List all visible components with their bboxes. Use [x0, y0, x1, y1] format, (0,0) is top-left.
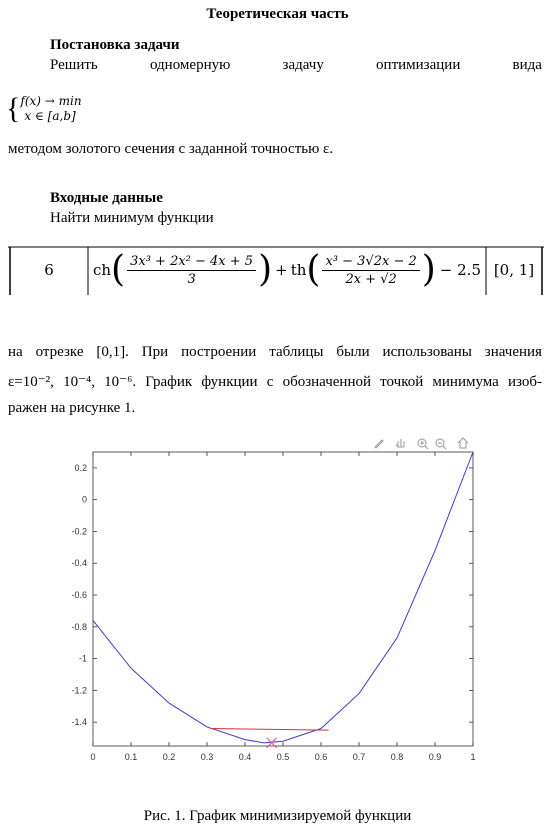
x-tick-label: 0.7: [352, 752, 366, 762]
input-heading: Входные данные: [50, 190, 163, 206]
y-tick-label: -0.8: [71, 621, 87, 632]
zoom-out-icon[interactable]: [436, 439, 446, 449]
system-line-1: f(x) → min: [20, 94, 82, 108]
plot-area: [93, 452, 473, 746]
chart-figure: [58, 436, 496, 776]
intro-word: Решить: [50, 57, 98, 73]
desc-word: значения: [484, 344, 542, 360]
desc-word: таблицы: [269, 344, 324, 360]
fraction-1: [127, 253, 256, 288]
x-tick-label: 0.2: [162, 752, 176, 762]
paren-open: (: [111, 249, 126, 290]
find-text: Найти минимум функции: [50, 210, 214, 226]
x-tick-label: 0.5: [276, 752, 290, 762]
optimization-system: [6, 94, 82, 124]
desc-word: отрезке: [35, 344, 84, 360]
figure-toolbar: [372, 436, 488, 454]
variant-table: [8, 246, 544, 294]
desc-word: построении: [181, 344, 257, 360]
x-tick-label: 1: [470, 752, 476, 762]
fraction-2-numerator: x³ − 3√2x − 2: [322, 253, 419, 271]
y-tick-label: 0.2: [74, 462, 87, 473]
toolbar-icons: [372, 437, 488, 449]
zoom-in-icon[interactable]: [418, 439, 428, 449]
y-tick-label: -1: [78, 653, 87, 664]
y-tick-label: -0.4: [71, 558, 87, 569]
y-tick-label: -1.4: [71, 717, 87, 728]
brush-icon[interactable]: [375, 440, 383, 448]
x-tick-label: 0.4: [238, 752, 252, 762]
description-line-2: ε=10⁻², 10⁻⁴, 10⁻⁶. График функции с обозначенной точкой минимума изоб-: [8, 374, 542, 390]
method-text: методом золотого сечения с заданной точностью ε.: [8, 141, 334, 157]
desc-word: При: [141, 344, 169, 360]
section-title: Теоретическая часть: [206, 6, 349, 22]
interval-cell: [0, 1]: [493, 261, 535, 279]
desc-word: использованы: [382, 344, 472, 360]
plus-sign: +: [275, 261, 288, 279]
fraction-1-denominator: 3: [187, 271, 196, 287]
fraction-1-numerator: 3x³ + 2x² − 4x + 5: [127, 253, 256, 271]
fraction-2: [322, 253, 419, 288]
x-tick-label: 0.6: [314, 752, 328, 762]
x-tick-label: 0.1: [124, 752, 138, 762]
desc-word: были: [336, 344, 370, 360]
x-tick-label: 0: [90, 752, 96, 762]
y-tick-label: 0: [81, 494, 87, 505]
function-cell: [88, 246, 486, 294]
paren-close: ): [258, 249, 273, 290]
figure-caption: Рис. 1. График минимизируемой функции: [143, 808, 412, 824]
y-tick-label: -1.2: [71, 685, 87, 696]
home-icon[interactable]: [458, 438, 468, 448]
variant-cell: 6: [44, 261, 54, 279]
intro-word: задачу: [282, 57, 324, 73]
desc-word: на: [8, 344, 23, 360]
th-label: th: [290, 261, 307, 279]
desc-word: [0,1].: [96, 344, 129, 360]
description-line-3: ражен на рисунке 1.: [8, 400, 136, 416]
paren-close: ): [421, 249, 436, 290]
problem-intro-line: [50, 57, 542, 74]
y-tick-label: -0.2: [71, 526, 87, 537]
x-tick-label: 0.9: [428, 752, 442, 762]
intro-word: оптимизации: [376, 57, 461, 73]
x-tick-label: 0.8: [390, 752, 404, 762]
pan-icon[interactable]: [396, 439, 404, 447]
left-brace: {: [6, 92, 21, 125]
problem-heading: Постановка задачи: [50, 37, 180, 53]
description-line-1: [8, 344, 542, 361]
y-tick-label: -0.6: [71, 590, 87, 601]
chart-svg: [58, 436, 496, 776]
intro-word: одномерную: [149, 57, 231, 73]
constant-term: − 2.5: [439, 261, 481, 279]
ch-label: ch: [92, 261, 112, 279]
x-tick-label: 0.3: [200, 752, 214, 762]
system-line-2: x ∈ [a,b]: [24, 109, 76, 123]
paren-open: (: [306, 249, 321, 290]
fraction-2-denominator: 2x + √2: [345, 271, 397, 287]
intro-word: вида: [512, 57, 542, 73]
